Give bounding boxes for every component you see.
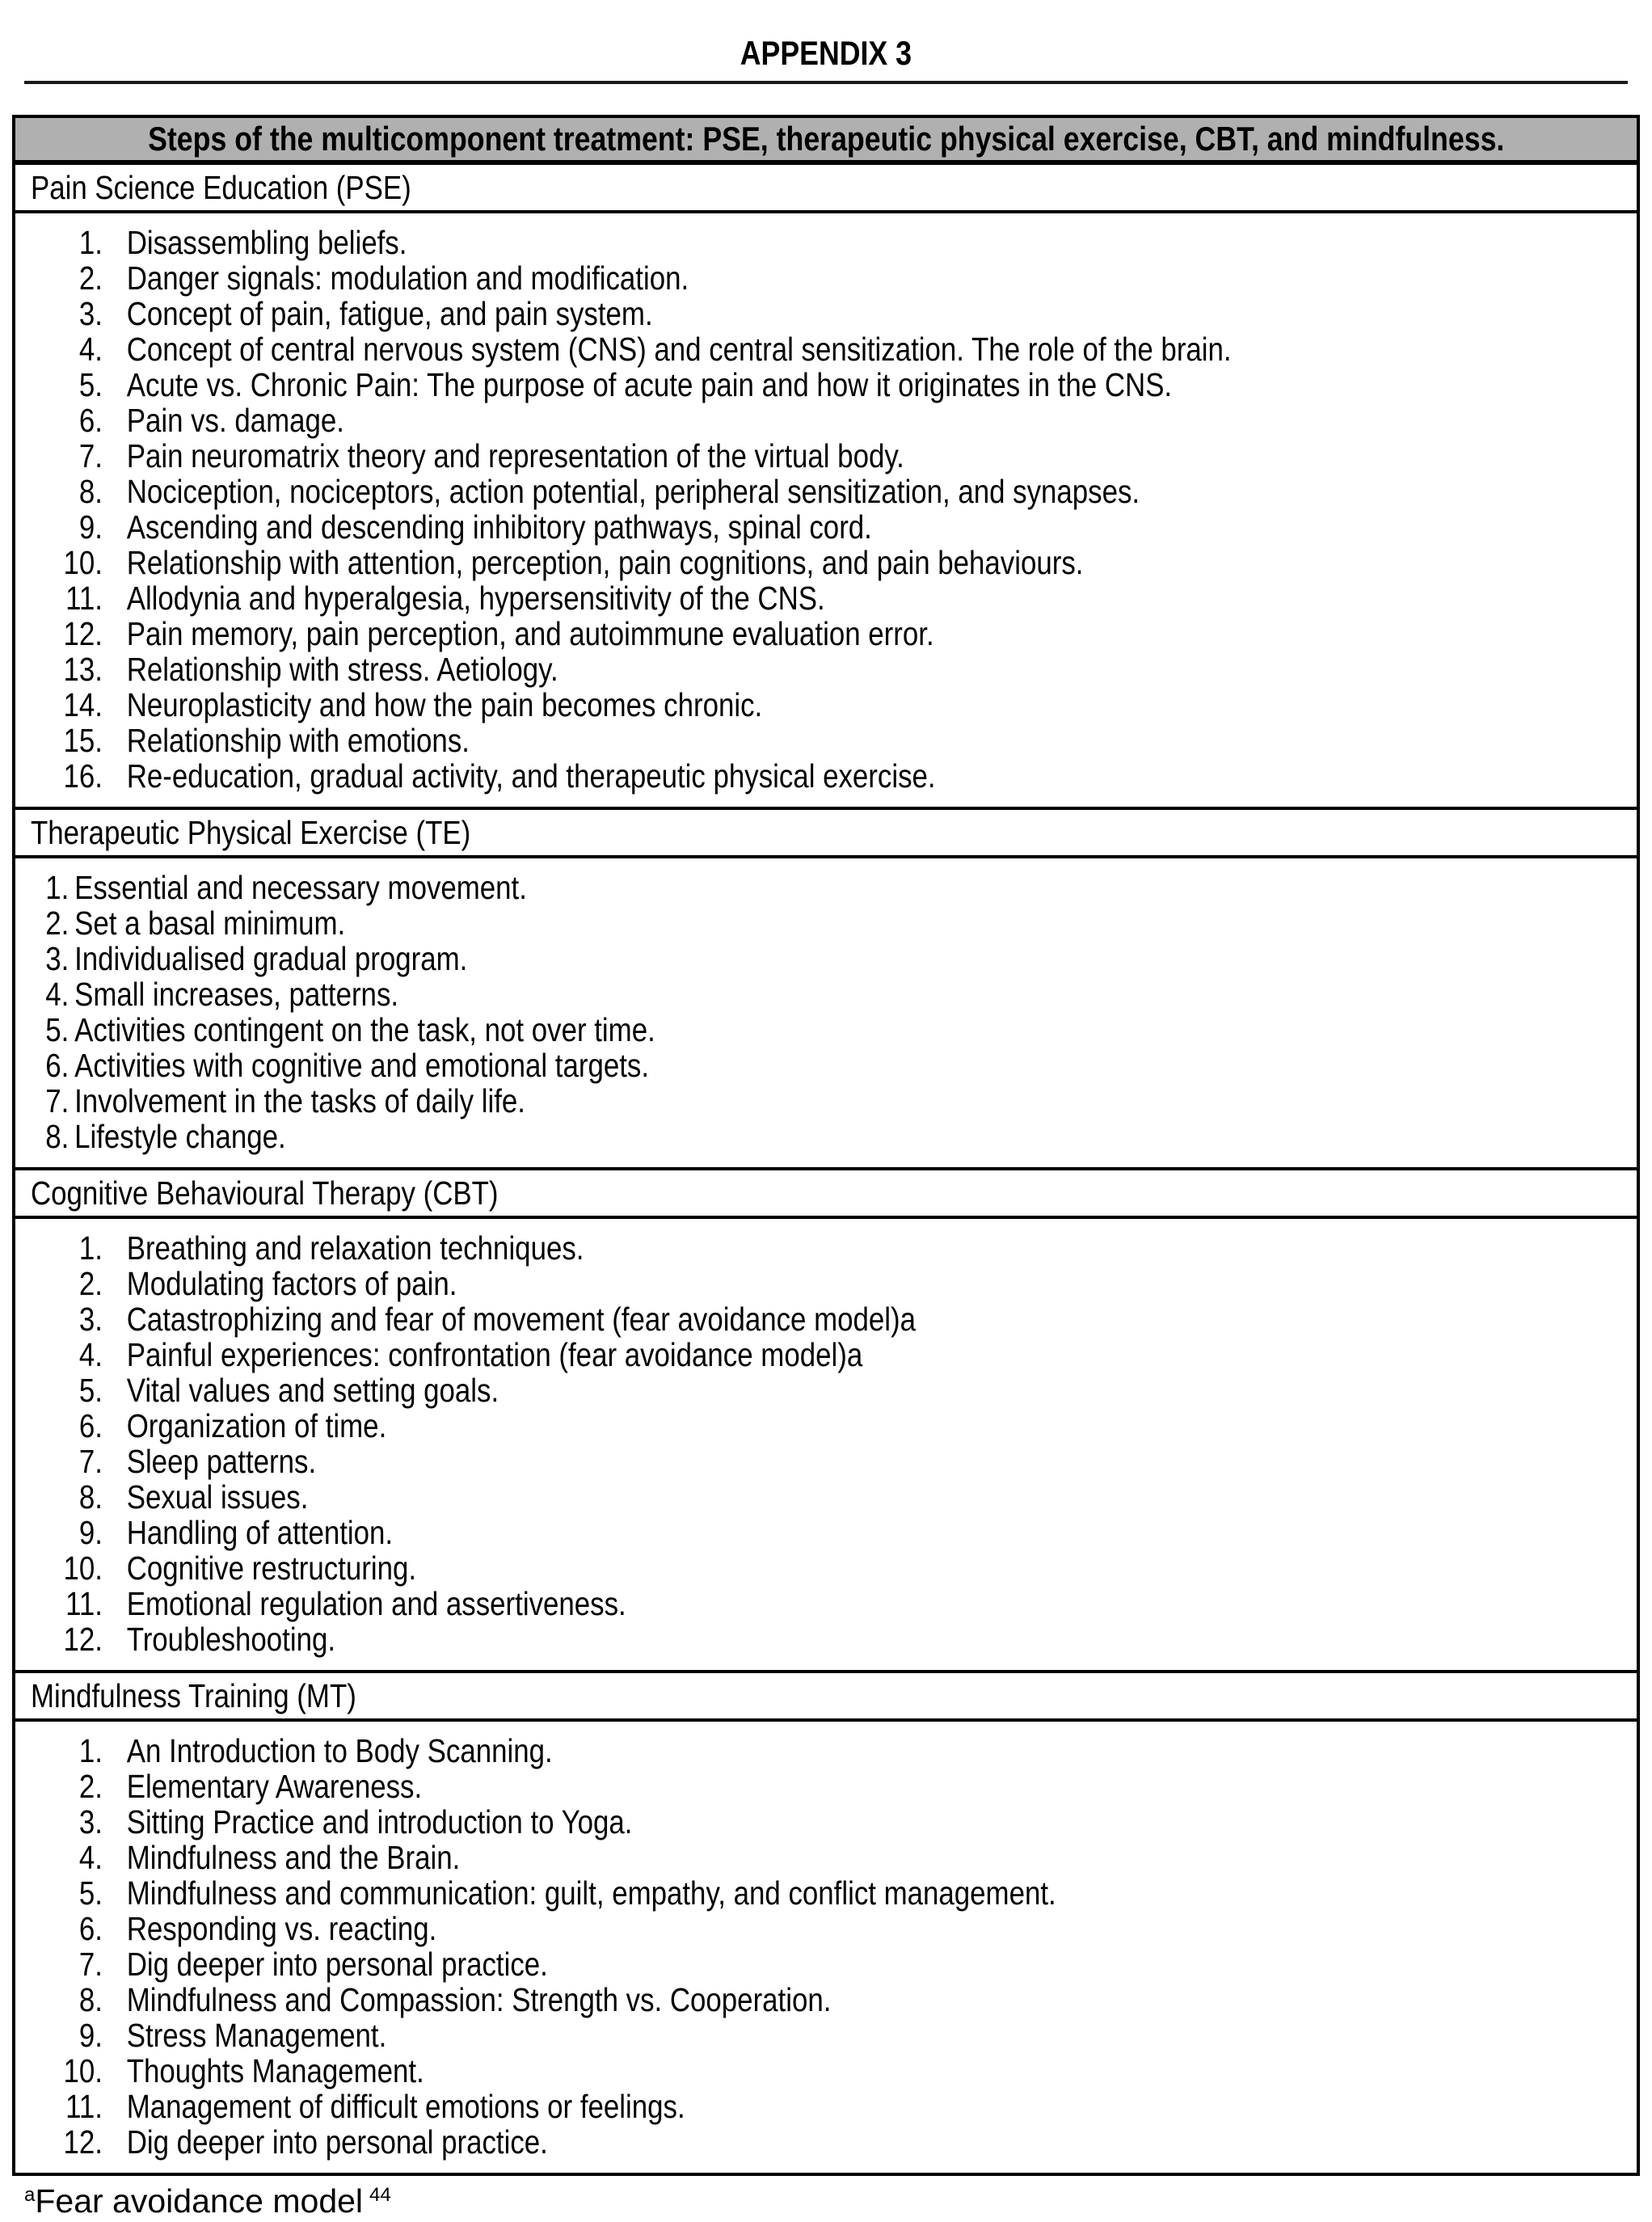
item-text: Pain vs. damage. xyxy=(126,402,344,439)
item-text: Management of difficult emotions or feelings. xyxy=(126,2088,685,2125)
item-number: 12. xyxy=(63,1621,103,1658)
item-number: 1. xyxy=(78,224,103,261)
item-text: Stress Management. xyxy=(126,2017,387,2054)
list-item xyxy=(15,2053,1393,2089)
item-number: 2. xyxy=(78,1265,103,1302)
item-text: Nociception, nociceptors, action potential, peripheral sensitization, and synapses. xyxy=(126,473,1140,510)
item-text: Vital values and setting goals. xyxy=(126,1372,499,1409)
list-item xyxy=(15,1946,1393,1982)
item-number: 1. xyxy=(78,1732,103,1769)
list-item xyxy=(15,758,1393,794)
list-item xyxy=(15,1733,1393,1769)
item-text: Responding vs. reacting. xyxy=(126,1910,437,1947)
item-number: 6. xyxy=(78,1910,103,1947)
item-number: 10. xyxy=(63,2052,103,2089)
item-text: Danger signals: modulation and modification. xyxy=(126,259,689,297)
treatment-steps-table xyxy=(12,115,1640,2176)
item-number: 4. xyxy=(78,1839,103,1876)
list-item xyxy=(15,260,1393,296)
item-number: 16. xyxy=(63,757,103,795)
list-item xyxy=(15,723,1393,758)
item-number: 8. xyxy=(78,1478,103,1516)
item-number: 3. xyxy=(78,1803,103,1840)
list-item xyxy=(15,1911,1393,1946)
table-section xyxy=(15,1170,1637,1673)
item-number: 1. xyxy=(78,1229,103,1267)
item-number: 2. xyxy=(45,904,70,942)
item-number: 5. xyxy=(78,1874,103,1912)
item-number: 15. xyxy=(63,722,103,759)
item-number: 12. xyxy=(63,615,103,652)
item-text: Concept of central nervous system (CNS) and central sensitization. The role of the brain. xyxy=(126,331,1232,368)
list-item xyxy=(15,545,1393,580)
item-text: Involvement in the tasks of daily life. xyxy=(74,1082,525,1119)
list-item xyxy=(15,870,1393,905)
list-item xyxy=(15,1048,1393,1083)
table-section xyxy=(15,810,1637,1170)
item-text: Activities contingent on the task, not over time. xyxy=(74,1011,655,1048)
list-item xyxy=(15,1875,1393,1911)
item-text: Neuroplasticity and how the pain becomes chronic. xyxy=(126,686,763,723)
item-text: Concept of pain, fatigue, and pain system. xyxy=(126,295,653,332)
list-item xyxy=(15,1230,1393,1266)
list-item xyxy=(15,438,1393,474)
item-text: Allodynia and hyperalgesia, hypersensitivity of the CNS. xyxy=(126,580,825,617)
list-item xyxy=(15,1550,1393,1586)
list-item xyxy=(15,1266,1393,1301)
list-item xyxy=(15,976,1393,1012)
list-item xyxy=(15,296,1393,331)
list-item xyxy=(15,1444,1393,1479)
section-items xyxy=(15,213,1637,810)
footnote-marker: a xyxy=(24,2184,36,2206)
item-text: Handling of attention. xyxy=(126,1514,394,1551)
list-item xyxy=(15,403,1393,438)
list-item xyxy=(15,474,1393,509)
item-number: 10. xyxy=(63,544,103,581)
item-text: Cognitive restructuring. xyxy=(126,1549,417,1587)
item-number: 6. xyxy=(78,402,103,439)
item-number: 7. xyxy=(78,437,103,474)
section-title: Cognitive Behavioural Therapy (CBT) xyxy=(31,1174,499,1212)
item-number: 14. xyxy=(63,686,103,723)
list-item xyxy=(15,941,1393,976)
section-items xyxy=(15,1219,1637,1673)
item-text: Sleep patterns. xyxy=(126,1443,317,1480)
footnote xyxy=(24,2182,1652,2220)
item-text: Painful experiences: confrontation (fear avoidance model)a xyxy=(126,1336,863,1373)
item-text: Individualised gradual program. xyxy=(74,940,468,977)
item-number: 6. xyxy=(78,1407,103,1444)
item-number: 8. xyxy=(45,1118,70,1155)
list-item xyxy=(15,367,1393,403)
item-number: 8. xyxy=(78,1981,103,2018)
item-text: Mindfulness and Compassion: Strength vs. Cooperation. xyxy=(126,1981,832,2018)
page-title xyxy=(0,36,1652,71)
list-item xyxy=(15,509,1393,545)
item-number: 11. xyxy=(65,2088,103,2125)
list-item xyxy=(15,2124,1393,2160)
footnote-ref: 44 xyxy=(369,2184,391,2206)
list-item xyxy=(15,1301,1393,1337)
item-text: Relationship with stress. Aetiology. xyxy=(126,651,558,688)
item-number: 12. xyxy=(63,2123,103,2161)
item-number: 10. xyxy=(63,1549,103,1587)
item-number: 5. xyxy=(45,1011,70,1048)
item-text: Modulating factors of pain. xyxy=(126,1265,457,1302)
item-text: Acute vs. Chronic Pain: The purpose of acute pain and how it originates in the CNS. xyxy=(126,366,1173,403)
item-number: 9. xyxy=(78,1514,103,1551)
list-item xyxy=(15,1337,1393,1372)
list-item xyxy=(15,1804,1393,1840)
list-item xyxy=(15,1586,1393,1621)
item-number: 13. xyxy=(63,651,103,688)
list-item xyxy=(15,1372,1393,1408)
item-text: Breathing and relaxation techniques. xyxy=(126,1229,584,1267)
item-text: Thoughts Management. xyxy=(126,2052,424,2089)
table-section xyxy=(15,1673,1637,2173)
table-body xyxy=(15,165,1637,2173)
page-title-text: APPENDIX 3 xyxy=(740,34,912,72)
item-number: 7. xyxy=(45,1082,70,1119)
section-title-row xyxy=(15,810,1637,858)
item-text: Dig deeper into personal practice. xyxy=(126,2123,548,2161)
item-text: Mindfulness and the Brain. xyxy=(126,1839,461,1876)
section-title-row xyxy=(15,1170,1637,1219)
item-number: 1. xyxy=(45,869,70,906)
item-text: Troubleshooting. xyxy=(126,1621,336,1658)
item-number: 3. xyxy=(78,295,103,332)
item-number: 4. xyxy=(78,331,103,368)
table-section xyxy=(15,165,1637,810)
item-text: Pain memory, pain perception, and autoimmune evaluation error. xyxy=(126,615,934,652)
section-title: Pain Science Education (PSE) xyxy=(31,168,411,206)
item-number: 3. xyxy=(45,940,70,977)
item-number: 11. xyxy=(65,1585,103,1622)
item-text: Pain neuromatrix theory and representation of the virtual body. xyxy=(126,437,904,474)
item-number: 6. xyxy=(45,1047,70,1084)
item-number: 5. xyxy=(78,366,103,403)
item-text: Ascending and descending inhibitory pathways, spinal cord. xyxy=(126,508,872,546)
item-number: 8. xyxy=(78,473,103,510)
item-text: Emotional regulation and assertiveness. xyxy=(126,1585,626,1622)
list-item xyxy=(15,905,1393,941)
list-item xyxy=(15,2089,1393,2124)
item-number: 2. xyxy=(78,259,103,297)
section-title: Mindfulness Training (MT) xyxy=(31,1676,356,1714)
item-text: Mindfulness and communication: guilt, empathy, and conflict management. xyxy=(126,1874,1056,1912)
item-number: 4. xyxy=(45,976,70,1013)
item-text: Organization of time. xyxy=(126,1407,387,1444)
item-text: Relationship with attention, perception, pain cognitions, and pain behaviours. xyxy=(126,544,1084,581)
list-item xyxy=(15,580,1393,616)
item-text: An Introduction to Body Scanning. xyxy=(126,1732,553,1769)
item-text: Re-education, gradual activity, and therapeutic physical exercise. xyxy=(126,757,936,795)
item-text: Elementary Awareness. xyxy=(126,1768,423,1805)
item-text: Sitting Practice and introduction to Yoga. xyxy=(126,1803,633,1840)
list-item xyxy=(15,331,1393,367)
section-items xyxy=(15,858,1637,1170)
item-number: 5. xyxy=(78,1372,103,1409)
item-number: 7. xyxy=(78,1443,103,1480)
list-item xyxy=(15,1119,1393,1154)
title-divider xyxy=(24,81,1628,84)
section-title: Therapeutic Physical Exercise (TE) xyxy=(31,813,471,851)
list-item xyxy=(15,1083,1393,1119)
list-item xyxy=(15,225,1393,260)
item-number: 2. xyxy=(78,1768,103,1805)
list-item xyxy=(15,2018,1393,2053)
list-item xyxy=(15,1479,1393,1515)
list-item xyxy=(15,1840,1393,1875)
item-text: Relationship with emotions. xyxy=(126,722,470,759)
footnote-text: Fear avoidance model xyxy=(35,2182,364,2220)
item-number: 9. xyxy=(78,508,103,546)
item-number: 4. xyxy=(78,1336,103,1373)
item-text: Sexual issues. xyxy=(126,1478,309,1516)
item-number: 9. xyxy=(78,2017,103,2054)
list-item xyxy=(15,1982,1393,2018)
list-item xyxy=(15,1621,1393,1657)
item-text: Small increases, patterns. xyxy=(74,976,399,1013)
list-item xyxy=(15,616,1393,651)
item-text: Essential and necessary movement. xyxy=(74,869,527,906)
item-number: 3. xyxy=(78,1301,103,1338)
table-header-text: Steps of the multicomponent treatment: PSE, therapeutic physical exercise, CBT, and mindfulness. xyxy=(147,120,1505,158)
list-item xyxy=(15,687,1393,723)
item-text: Catastrophizing and fear of movement (fear avoidance model)a xyxy=(126,1301,917,1338)
item-text: Dig deeper into personal practice. xyxy=(126,1946,548,1983)
item-text: Lifestyle change. xyxy=(74,1118,286,1155)
list-item xyxy=(15,1012,1393,1048)
list-item xyxy=(15,651,1393,687)
list-item xyxy=(15,1515,1393,1550)
section-items xyxy=(15,1722,1637,2173)
item-number: 11. xyxy=(65,580,103,617)
item-number: 7. xyxy=(78,1946,103,1983)
table-header-row xyxy=(15,118,1637,165)
section-title-row xyxy=(15,1673,1637,1722)
section-title-row xyxy=(15,165,1637,213)
item-text: Activities with cognitive and emotional targets. xyxy=(74,1047,650,1084)
item-text: Disassembling beliefs. xyxy=(126,224,407,261)
list-item xyxy=(15,1408,1393,1444)
item-text: Set a basal minimum. xyxy=(74,904,346,942)
list-item xyxy=(15,1769,1393,1804)
